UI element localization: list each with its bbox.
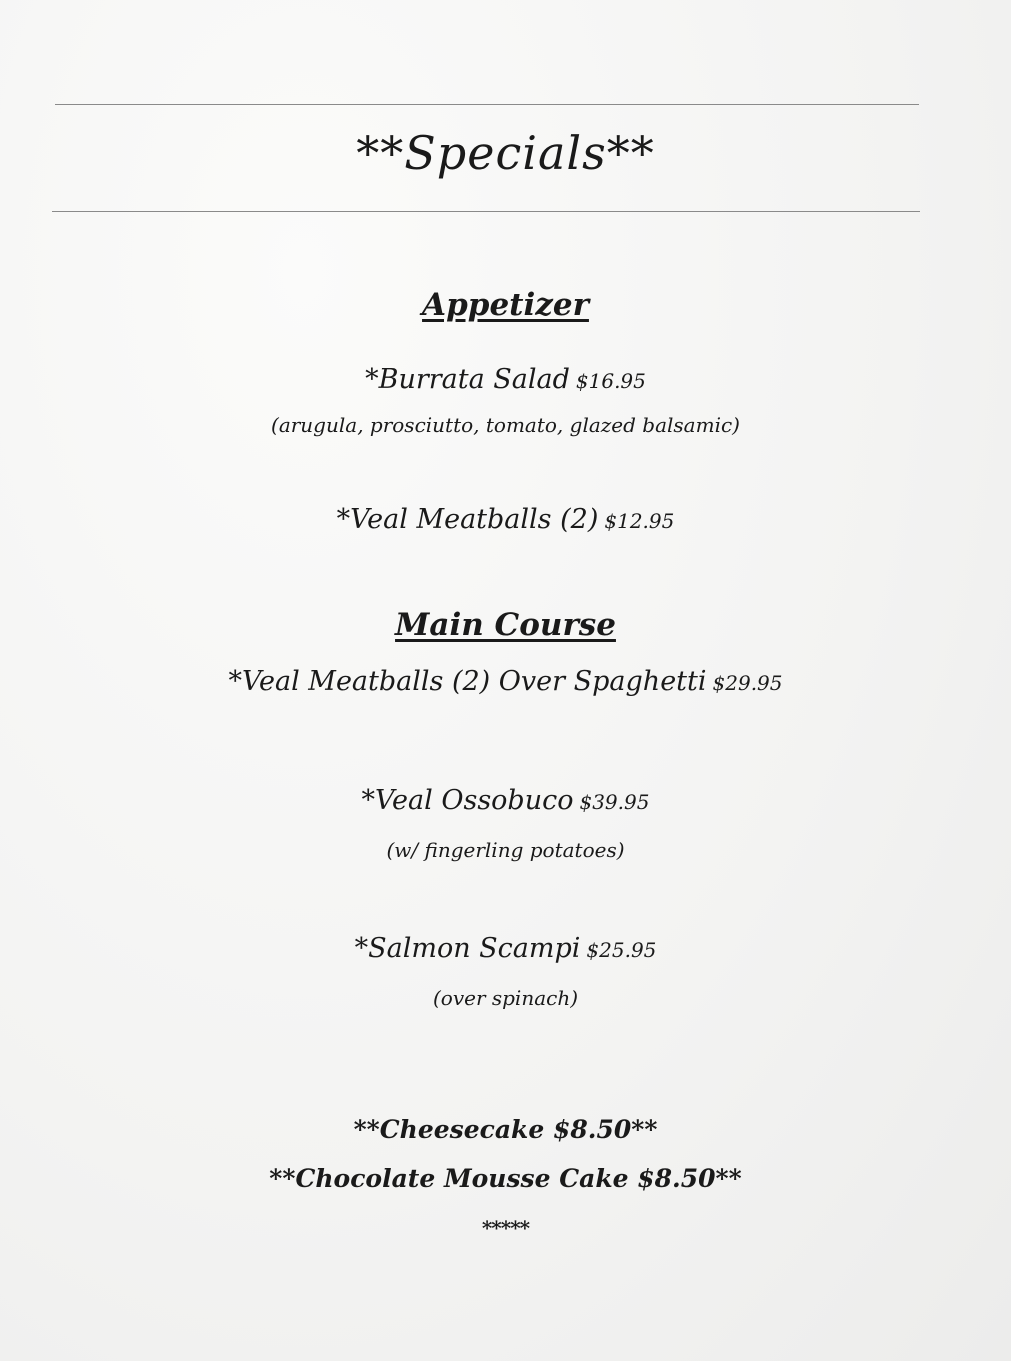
dessert-item: **Chocolate Mousse Cake $8.50** (269, 1164, 742, 1193)
item-name: *Veal Meatballs (2) Over Spaghetti (228, 666, 707, 697)
item-price: $25.95 (586, 938, 657, 962)
menu-item (0, 504, 1011, 535)
menu-item (0, 666, 1011, 697)
item-price: $29.95 (712, 671, 783, 695)
item-note: (arugula, prosciutto, tomato, glazed balsamic) (271, 413, 740, 437)
menu-item (0, 933, 1011, 964)
appetizer-heading: Appetizer (422, 287, 589, 323)
page-title: **Specials** (356, 126, 655, 180)
menu-item (0, 364, 1011, 395)
bottom-divider (52, 211, 920, 212)
top-divider (55, 104, 919, 105)
item-price: $39.95 (579, 790, 650, 814)
item-name: *Veal Ossobuco (361, 785, 574, 816)
dessert-item: **Cheesecake $8.50** (353, 1115, 658, 1144)
closing-stars: ***** (481, 1216, 530, 1240)
item-note: (over spinach) (432, 986, 579, 1010)
item-note: (w/ fingerling potatoes) (386, 838, 625, 862)
item-name: *Veal Meatballs (2) (336, 504, 599, 535)
item-price: $16.95 (575, 369, 646, 393)
item-name: *Burrata Salad (365, 364, 570, 395)
menu-item (0, 785, 1011, 816)
item-price: $12.95 (604, 509, 675, 533)
main-course-heading: Main Course (395, 607, 616, 643)
item-name: *Salmon Scampi (354, 933, 581, 964)
